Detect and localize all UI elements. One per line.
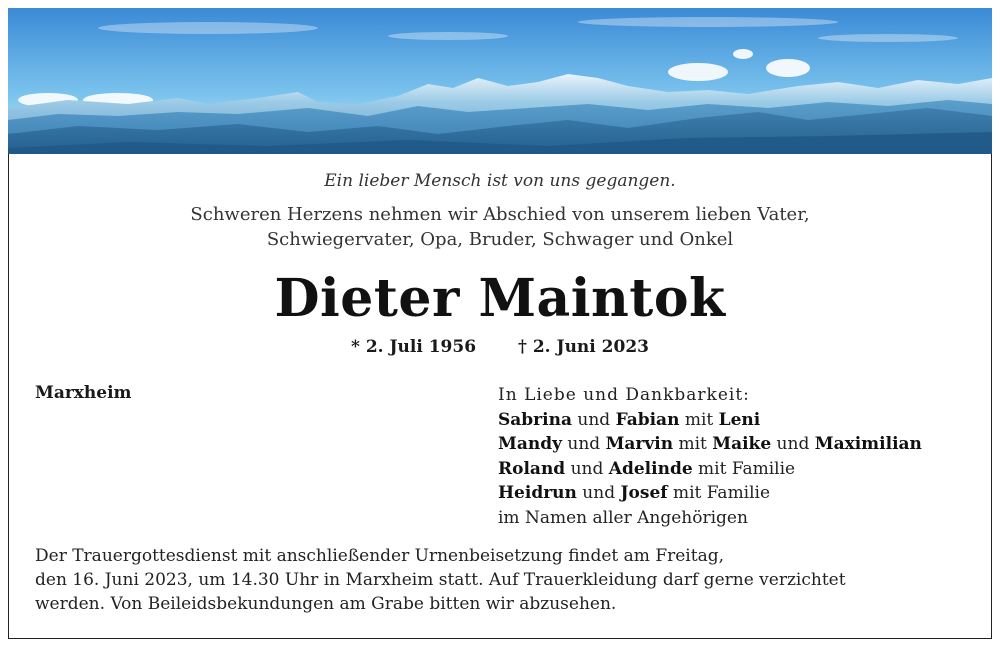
family-line-text: mit Familie <box>692 458 796 479</box>
family-member-name: Sabrina <box>498 409 572 430</box>
place-of-residence: Marxheim <box>35 383 132 403</box>
family-line-text: und <box>565 458 609 479</box>
family-member-name: Roland <box>498 458 566 479</box>
family-line-text: und <box>576 483 621 503</box>
family-member-name: Mandy <box>498 434 562 454</box>
family-line <box>498 481 922 506</box>
family-line <box>498 408 922 433</box>
life-dates <box>0 337 1000 357</box>
family-heading: In Liebe und Dankbarkeit: <box>498 385 750 405</box>
family-member-name: Heidrun <box>498 483 577 503</box>
family-line-text: und <box>571 409 616 430</box>
family-lines <box>498 408 922 531</box>
family-member-name: Fabian <box>615 409 680 430</box>
family-member-name: Josef <box>620 483 668 503</box>
family-line-text: und <box>771 434 815 454</box>
lead-text-line-1: Schweren Herzens nehmen wir Abschied von unserem lieben Vater, <box>190 204 810 225</box>
family-line-text: mit <box>673 434 713 454</box>
family-line <box>498 506 922 531</box>
service-notice-line-1: Der Trauergottesdienst mit anschließender Urnenbeisetzung findet am Freitag, <box>35 546 724 566</box>
family-line-text: im Namen aller Angehörigen <box>498 507 748 528</box>
family-line-text: und <box>561 434 606 454</box>
family-member-name: Adelinde <box>608 458 693 479</box>
family-signature-block <box>498 383 922 530</box>
mountain-landscape <box>8 8 992 154</box>
family-line <box>498 432 922 457</box>
mountain-banner-image <box>8 8 992 154</box>
family-member-name: Maike <box>712 434 772 454</box>
lead-text-line-2: Schwiegervater, Opa, Bruder, Schwager und Onkel <box>266 229 734 250</box>
death-date: † 2. Juni 2023 <box>518 337 649 357</box>
service-notice <box>35 544 975 616</box>
deceased-name: Dieter Maintok <box>274 268 726 329</box>
family-line-text: mit Familie <box>667 483 771 503</box>
family-line-text: mit <box>679 409 719 430</box>
family-member-name: Maximilian <box>814 434 922 454</box>
service-notice-line-2: den 16. Juni 2023, um 14.30 Uhr in Marxheim statt. Auf Trauerkleidung darf gerne verzichtet <box>35 570 846 590</box>
birth-date: * 2. Juli 1956 <box>351 337 477 357</box>
intro-line: Ein lieber Mensch ist von uns gegangen. <box>324 171 676 191</box>
service-notice-line-3: werden. Von Beileidsbekundungen am Grabe bitten wir abzusehen. <box>35 594 617 614</box>
family-member-name: Marvin <box>605 434 674 454</box>
family-member-name: Leni <box>718 409 761 430</box>
family-line <box>498 457 922 482</box>
